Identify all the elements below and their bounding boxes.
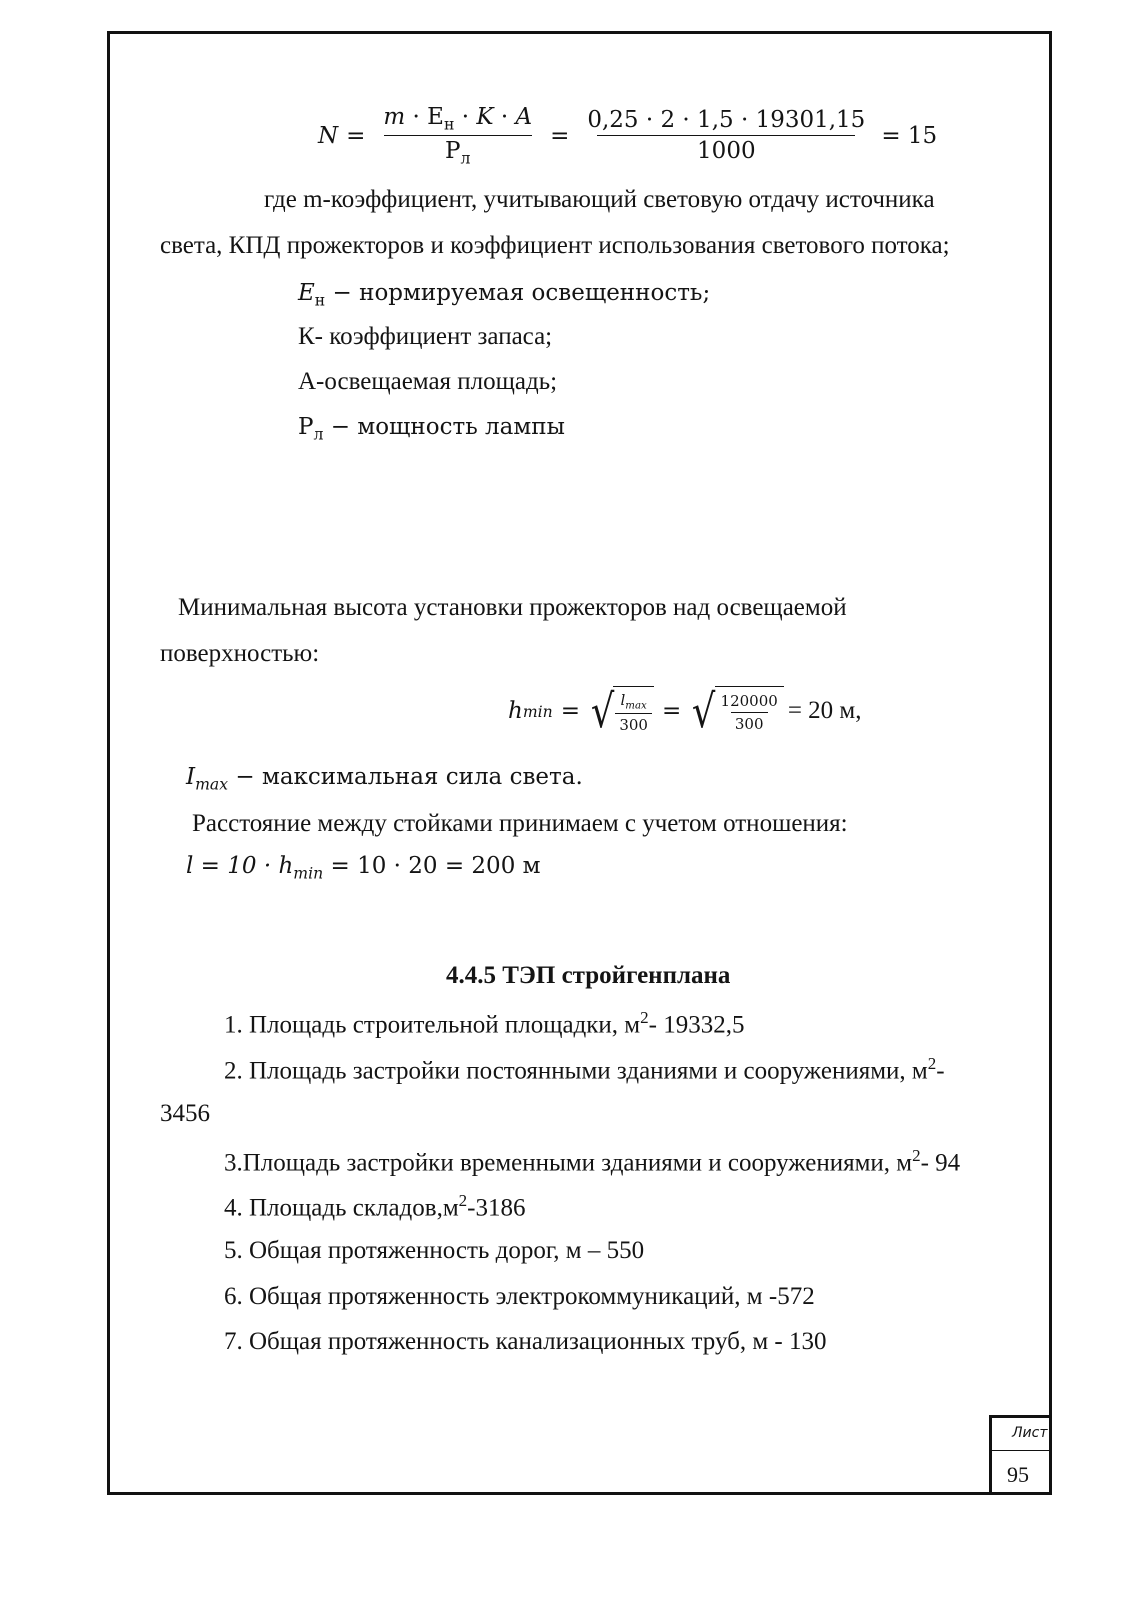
tep-item-4-text: 4. Площадь складов,м: [224, 1194, 459, 1222]
distance-h: h: [278, 853, 294, 879]
sup-2: 2: [640, 1008, 649, 1027]
tep-item-1-text: 1. Площадь строительной площадки, м: [224, 1011, 641, 1039]
lmax-sub: max: [625, 700, 647, 712]
def-k: К- коэффициент запаса;: [298, 323, 553, 350]
symbol-p: P: [445, 138, 461, 165]
def-a: А-освещаемая площадь;: [298, 368, 558, 395]
def-e-sub: н: [314, 290, 326, 310]
def-e-symbol: E: [298, 280, 315, 306]
symbolic-fraction: [379, 104, 536, 168]
formula-lhs: N: [318, 122, 339, 149]
imax-symbol: I: [186, 764, 196, 790]
distance-text: Расстояние между стойками принимаем с учетом отношения:: [192, 810, 848, 837]
formula-n: N = $m \cdot E_н \cdot K \cdot A$ $P_л$ = $\frac{0,25 \cdot 2 \cdot 1,5 \cdot 19301,15}{1000}$ = 15: [318, 104, 938, 168]
where-line-2: света, КПД прожекторов и коэффициент использования светового потока;: [160, 232, 950, 259]
tep-item-3-value: - 94: [920, 1149, 961, 1177]
imax-def: [186, 764, 583, 793]
def-p: [298, 414, 565, 443]
sqrt-symbolic: √ $\frac{l_{max}}{300}$: [588, 686, 654, 736]
dot: ·: [412, 104, 420, 130]
dot: ·: [500, 104, 509, 130]
distance-h-sub: min: [293, 863, 324, 883]
page-number: 95: [1007, 1462, 1029, 1487]
tep-item-2-dash: -: [936, 1057, 945, 1085]
numeric-numerator: 0,25 · 2 · 1,5 · 19301,15: [587, 107, 866, 134]
tep-item-2-continuation: 3456: [160, 1100, 210, 1127]
tep-item-2-text: 2. Площадь застройки постоянными зданиями и сооружениями, м: [224, 1057, 928, 1085]
symbol-p-sub: л: [460, 148, 471, 168]
symbol-k: K: [476, 104, 494, 130]
tep-item-2: [224, 1054, 945, 1085]
tep-item-4: [224, 1191, 525, 1222]
sqrt-den-1: 300: [615, 713, 652, 734]
tep-item-6: 6. Общая протяженность электрокоммуникаций, м -572: [224, 1283, 815, 1310]
section-heading: 4.4.5 ТЭП стройгенплана: [446, 962, 731, 989]
hmin-sub: min: [522, 701, 553, 721]
symbol-a: A: [515, 104, 533, 130]
symbol-e-sub: н: [443, 114, 455, 134]
height-line-1: Минимальная высота установки прожекторов над освещаемой: [178, 594, 847, 621]
sup-2: 2: [912, 1146, 921, 1165]
numeric-denominator: 1000: [597, 135, 855, 164]
sqrt-numeric: √ $\frac{120000}{300}$: [689, 686, 784, 736]
hmin-result: = 20 м,: [787, 697, 862, 724]
imax-text: − максимальная сила света.: [235, 764, 583, 790]
formula-hmin: h min = √ $\frac{l_{max}}{300}$ = √ $\frac{120000}{300}$ = 20 м,: [508, 684, 862, 738]
tep-item-3: [224, 1146, 960, 1177]
height-line-2: поверхностью:: [160, 640, 320, 667]
tep-item-5: 5. Общая протяженность дорог, м – 550: [224, 1237, 645, 1264]
dot: ·: [461, 104, 469, 130]
def-p-symbol: Р: [298, 414, 314, 440]
def-e-text: − нормируемая освещенность;: [332, 280, 711, 306]
stamp-label: Лист: [1012, 1425, 1048, 1441]
def-p-sub: л: [313, 424, 324, 444]
formula-result: = 15: [881, 122, 938, 149]
symbol-e: E: [427, 104, 444, 130]
hmin-symbol: h: [508, 698, 523, 724]
where-line-1: где m-коэффициент, учитывающий световую отдачу источника: [264, 186, 935, 213]
sup-2: 2: [458, 1191, 468, 1210]
distance-lhs: l = 10 ·: [186, 853, 272, 879]
imax-sub: max: [195, 774, 229, 794]
tep-item-4-value: -3186: [467, 1194, 526, 1222]
symbol-m: m: [383, 104, 406, 130]
stamp-divider: [992, 1450, 1052, 1451]
tep-item-1: [224, 1008, 744, 1039]
distance-rest: = 10 · 20 = 200 м: [330, 853, 541, 879]
sup-2: 2: [927, 1054, 937, 1073]
tep-item-3-text: 3.Площадь застройки временными зданиями и сооружениями, м: [224, 1149, 913, 1177]
tep-item-1-value: - 19332,5: [648, 1011, 745, 1039]
tep-item-7: 7. Общая протяженность канализационных труб, м - 130: [224, 1328, 827, 1355]
sqrt-den-2: 300: [731, 712, 768, 733]
numeric-fraction: [583, 107, 869, 164]
def-e: [298, 280, 710, 309]
def-p-text: − мощность лампы: [330, 414, 565, 440]
lmax-symbol: l: [620, 690, 626, 709]
distance-formula: [186, 853, 541, 882]
sqrt-num-value: 120000: [720, 692, 778, 710]
